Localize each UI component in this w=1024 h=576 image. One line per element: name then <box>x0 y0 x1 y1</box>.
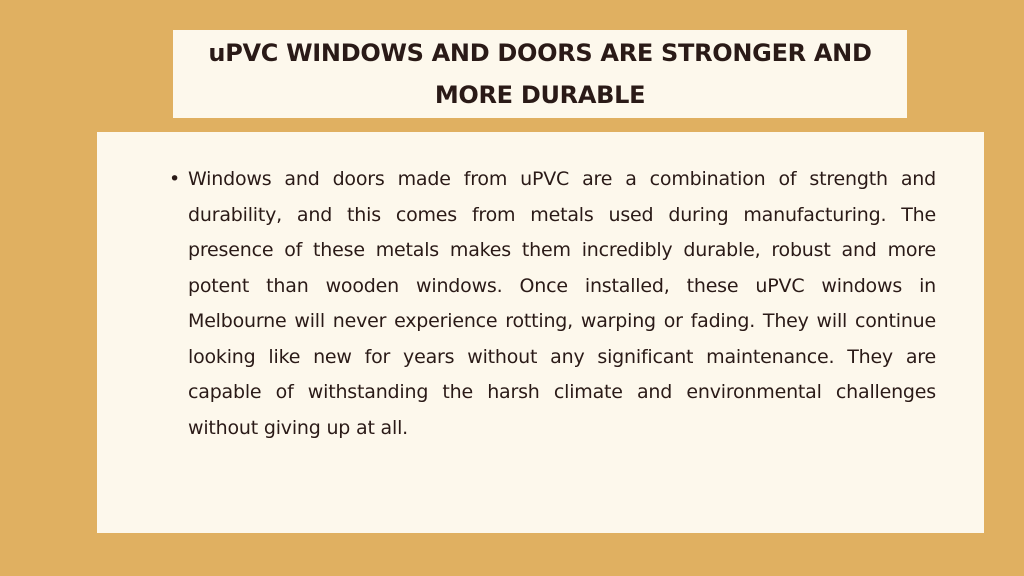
bullet-text: Windows and doors made from uPVC are a combination of strength and durability, and this comes from metals used during manufacturing. The presence of these metals makes them incredibly durable, robust and more potent than wooden windows. Once installed, these uPVC windows in Melbourne will never experience rotting, warping or fading. They will continue looking like new for years without any significant maintenance. They are capable of withstanding the harsh climate and environmental challenges without giving up at all. <box>188 168 936 439</box>
title-banner <box>173 30 907 118</box>
slide-title: uPVC WINDOWS AND DOORS ARE STRONGER AND MORE DURABLE <box>208 39 872 109</box>
content-panel <box>97 132 984 533</box>
bullet-marker: • <box>169 168 181 190</box>
bullet-item <box>169 162 936 446</box>
bullet-list <box>169 162 936 446</box>
